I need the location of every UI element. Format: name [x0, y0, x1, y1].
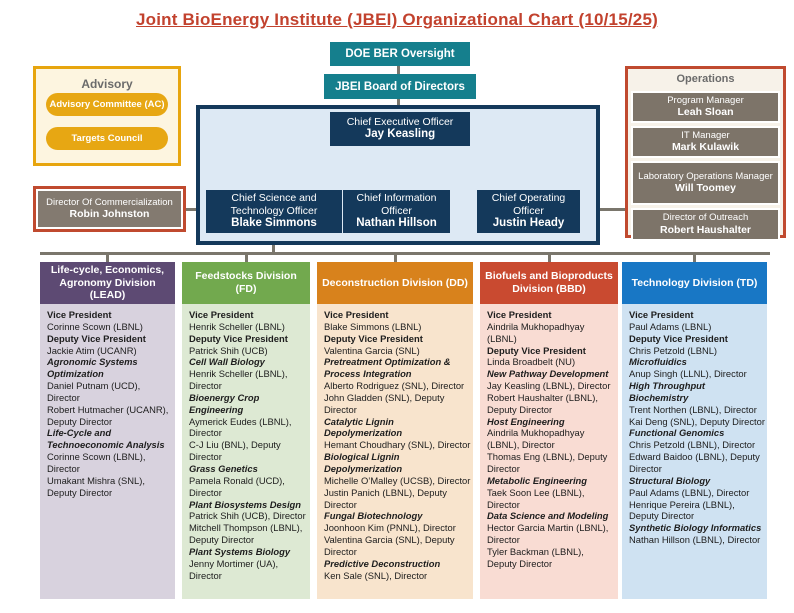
division-line: Corinne Scown (LBNL), Director — [47, 451, 146, 474]
division-line: Aindrila Mukhopadhyay (LBNL) — [487, 320, 585, 344]
ops-name: Robert Haushalter — [659, 223, 752, 236]
division-lead — [40, 262, 175, 599]
division-line: Functional Genomics — [629, 427, 725, 439]
division-line: Patrick Shih (UCB), Director — [189, 510, 306, 522]
division-line: Plant Systems Biology — [189, 545, 291, 557]
connector-stub-bbd — [548, 252, 551, 262]
division-line: Catalytic Lignin Depolymerization — [324, 415, 403, 439]
division-line: Life-Cycle and Technoeconomic Analysis — [47, 427, 165, 451]
division-line: Henrik Scheller (LBNL) — [189, 320, 285, 332]
division-line: Deputy Vice President — [324, 332, 423, 344]
operations-title: Operations — [676, 73, 735, 85]
division-line: Deputy Vice President — [487, 344, 586, 356]
ops-role: IT Manager — [681, 129, 730, 141]
ops-name: Leah Sloan — [677, 106, 734, 119]
division-line: Aindrila Mukhopadhyay (LBNL), Director — [487, 427, 585, 451]
division-line: Aymerick Eudes (LBNL), Director — [189, 415, 292, 439]
division-line: Trent Northen (LBNL), Director — [629, 403, 757, 415]
division-line: Deputy Vice President — [189, 332, 288, 344]
cio-role: Chief Information Officer — [356, 192, 437, 217]
ops-name: Will Toomey — [675, 182, 736, 195]
division-line: Paul Adams (LBNL) — [629, 320, 712, 332]
division-line: Data Science and Modeling — [487, 510, 609, 522]
division-line: Vice President — [487, 309, 552, 320]
division-line: Vice President — [189, 309, 254, 320]
ops-role: Laboratory Operations Manager — [638, 170, 773, 182]
division-td-body — [622, 304, 767, 599]
connector-stub-dd — [394, 252, 397, 262]
coo-name: Justin Heady — [492, 217, 565, 230]
division-line: Henrique Pereira (LBNL), Deputy Director — [629, 498, 735, 522]
ops-role: Program Manager — [667, 94, 744, 106]
jbei-board-label: JBEI Board of Directors — [335, 80, 465, 93]
advisory-committee-label: Advisory Committee (AC) — [49, 99, 165, 110]
commercialization-role: Director Of Commercialization — [46, 197, 173, 208]
division-line: Alberto Rodriguez (SNL), Director — [324, 380, 465, 392]
cio-name: Nathan Hillson — [356, 217, 437, 230]
division-line: Tyler Backman (LBNL), Deputy Director — [487, 545, 584, 569]
division-line: Thomas Eng (LBNL), Deputy Director — [487, 451, 608, 474]
connector-divisions-hline — [40, 252, 770, 255]
division-line: Agronomic Systems Optimization — [47, 356, 138, 380]
doe-ber-oversight-label: DOE BER Oversight — [345, 48, 455, 60]
targets-council-label: Targets Council — [71, 133, 143, 144]
connector-stub-lead — [106, 252, 109, 262]
advisory-title: Advisory — [81, 77, 133, 91]
division-line: Deputy Vice President — [47, 332, 146, 344]
commercialization-box — [33, 186, 186, 232]
division-line: Robert Hutmacher (UCANR), Deputy Director — [47, 403, 169, 427]
division-line: Chris Petzold (LBNL), Director — [629, 439, 756, 451]
division-bbd-header: Biofuels and Bioproducts Division (BBD) — [480, 262, 618, 304]
coo-role: Chief Operating Officer — [491, 192, 566, 217]
division-line: Jay Keasling (LBNL), Director — [487, 380, 611, 392]
csto-box — [206, 190, 342, 233]
ops-director-outreach — [631, 208, 780, 241]
division-line: Blake Simmons (LBNL) — [324, 320, 422, 332]
division-line: New Pathway Development — [487, 368, 609, 380]
division-line: High Throughput Biochemistry — [629, 380, 706, 403]
division-line: Justin Panich (LBNL), Deputy Director — [324, 486, 447, 510]
division-line: Valentina Garcia (SNL) — [324, 344, 420, 356]
ceo-role: Chief Executive Officer — [346, 115, 454, 128]
csto-role: Chief Science and Technology Officer — [230, 192, 318, 217]
ops-program-manager — [631, 91, 780, 123]
connector-stub-td — [693, 252, 696, 262]
division-dd — [317, 262, 473, 599]
division-line: Host Engineering — [487, 415, 565, 427]
division-line: Hector Garcia Martin (LBNL), Director — [487, 522, 609, 546]
jbei-board-box — [324, 74, 476, 99]
division-line: Structural Biology — [629, 474, 711, 486]
division-line: Fungal Biotechnology — [324, 510, 423, 522]
operations-panel — [625, 66, 786, 238]
advisory-panel — [33, 66, 181, 166]
division-dd-body — [317, 304, 473, 599]
division-line: Patrick Shih (UCB) — [189, 344, 268, 356]
division-line: Kai Deng (SNL), Deputy Director — [629, 415, 765, 427]
ceo-name: Jay Keasling — [364, 128, 436, 141]
division-td-header: Technology Division (TD) — [622, 262, 767, 304]
division-line: Chris Petzold (LBNL) — [629, 344, 718, 356]
page-title: Joint BioEnergy Institute (JBEI) Organizational Chart (10/15/25) — [136, 10, 658, 29]
cio-box — [343, 190, 450, 233]
division-line: Microfluidics — [629, 356, 687, 368]
division-fd-header: Feedstocks Division (FD) — [182, 262, 310, 304]
ops-it-manager — [631, 126, 780, 158]
division-lead-body — [40, 304, 175, 599]
division-line: Robert Haushalter (LBNL), Deputy Director — [487, 391, 598, 415]
ops-name: Mark Kulawik — [671, 141, 740, 154]
division-line: Taek Soon Lee (LBNL), Director — [487, 486, 585, 510]
division-line: Michelle O’Malley (UCSB), Director — [324, 474, 471, 486]
division-line: Deputy Vice President — [629, 332, 728, 344]
division-line: Vice President — [324, 309, 389, 320]
division-line: Vice President — [47, 309, 112, 320]
division-line: Linda Broadbelt (NU) — [487, 356, 576, 368]
division-line: Plant Biosystems Design — [189, 498, 302, 510]
division-lead-header: Life-cycle, Economics, Agronomy Division (LEAD) — [40, 262, 175, 304]
division-line: Henrik Scheller (LBNL), Director — [189, 368, 288, 392]
division-line: Biological Lignin Depolymerization — [324, 451, 403, 474]
division-line: Vice President — [629, 309, 694, 320]
doe-ber-oversight-box — [330, 42, 470, 66]
division-line: Paul Adams (LBNL), Director — [629, 486, 750, 498]
division-line: Metabolic Engineering — [487, 474, 588, 486]
advisory-committee-pill — [46, 93, 168, 116]
division-line: Hemant Choudhary (SNL), Director — [324, 439, 471, 451]
division-line: Anup Singh (LLNL), Director — [629, 368, 747, 380]
division-fd — [182, 262, 310, 599]
connector-stub-fd — [245, 252, 248, 262]
division-line: Grass Genetics — [189, 462, 258, 474]
division-line: Mitchell Thompson (LBNL), Deputy Director — [189, 522, 303, 546]
ops-role: Director of Outreach — [662, 212, 749, 223]
division-dd-header: Deconstruction Division (DD) — [317, 262, 473, 304]
division-line: Jenny Mortimer (UA), Director — [189, 557, 279, 581]
division-td — [622, 262, 767, 599]
division-line: Cell Wall Biology — [189, 356, 265, 368]
division-line: Jackie Atim (UCANR) — [47, 344, 137, 356]
division-line: Nathan Hillson (LBNL), Director — [629, 534, 761, 546]
commercialization-name: Robin Johnston — [69, 208, 150, 221]
division-line: Daniel Putnam (UCD), Director — [47, 380, 141, 403]
division-bbd-body — [480, 304, 618, 599]
division-line: Umakant Mishra (SNL), Deputy Director — [47, 474, 145, 498]
ops-lab-operations-manager — [631, 161, 780, 205]
division-line: Predictive Deconstruction — [324, 557, 441, 569]
csto-name: Blake Simmons — [231, 217, 317, 230]
division-line: Valentina Garcia (SNL), Deputy Director — [324, 534, 455, 557]
division-line: Bioenergy Crop Engineering — [189, 391, 260, 415]
division-line: John Gladden (SNL), Deputy Director — [324, 391, 445, 415]
division-line: Synthetic Biology Informatics — [629, 522, 762, 534]
targets-council-pill — [46, 127, 168, 150]
division-fd-body — [182, 304, 310, 599]
division-line: Joonhoon Kim (PNNL), Director — [324, 522, 456, 534]
division-line: Corinne Scown (LBNL) — [47, 320, 143, 332]
division-line: Pamela Ronald (UCD), Director — [189, 474, 285, 498]
division-line: Ken Sale (SNL), Director — [324, 569, 428, 581]
division-line: Pretreatment Optimization & Process Integration — [324, 356, 451, 380]
ceo-box — [330, 112, 470, 146]
division-bbd — [480, 262, 618, 599]
coo-box — [477, 190, 580, 233]
division-line: C-J Liu (BNL), Deputy Director — [189, 439, 281, 463]
division-line: Edward Baidoo (LBNL), Deputy Director — [629, 451, 760, 474]
